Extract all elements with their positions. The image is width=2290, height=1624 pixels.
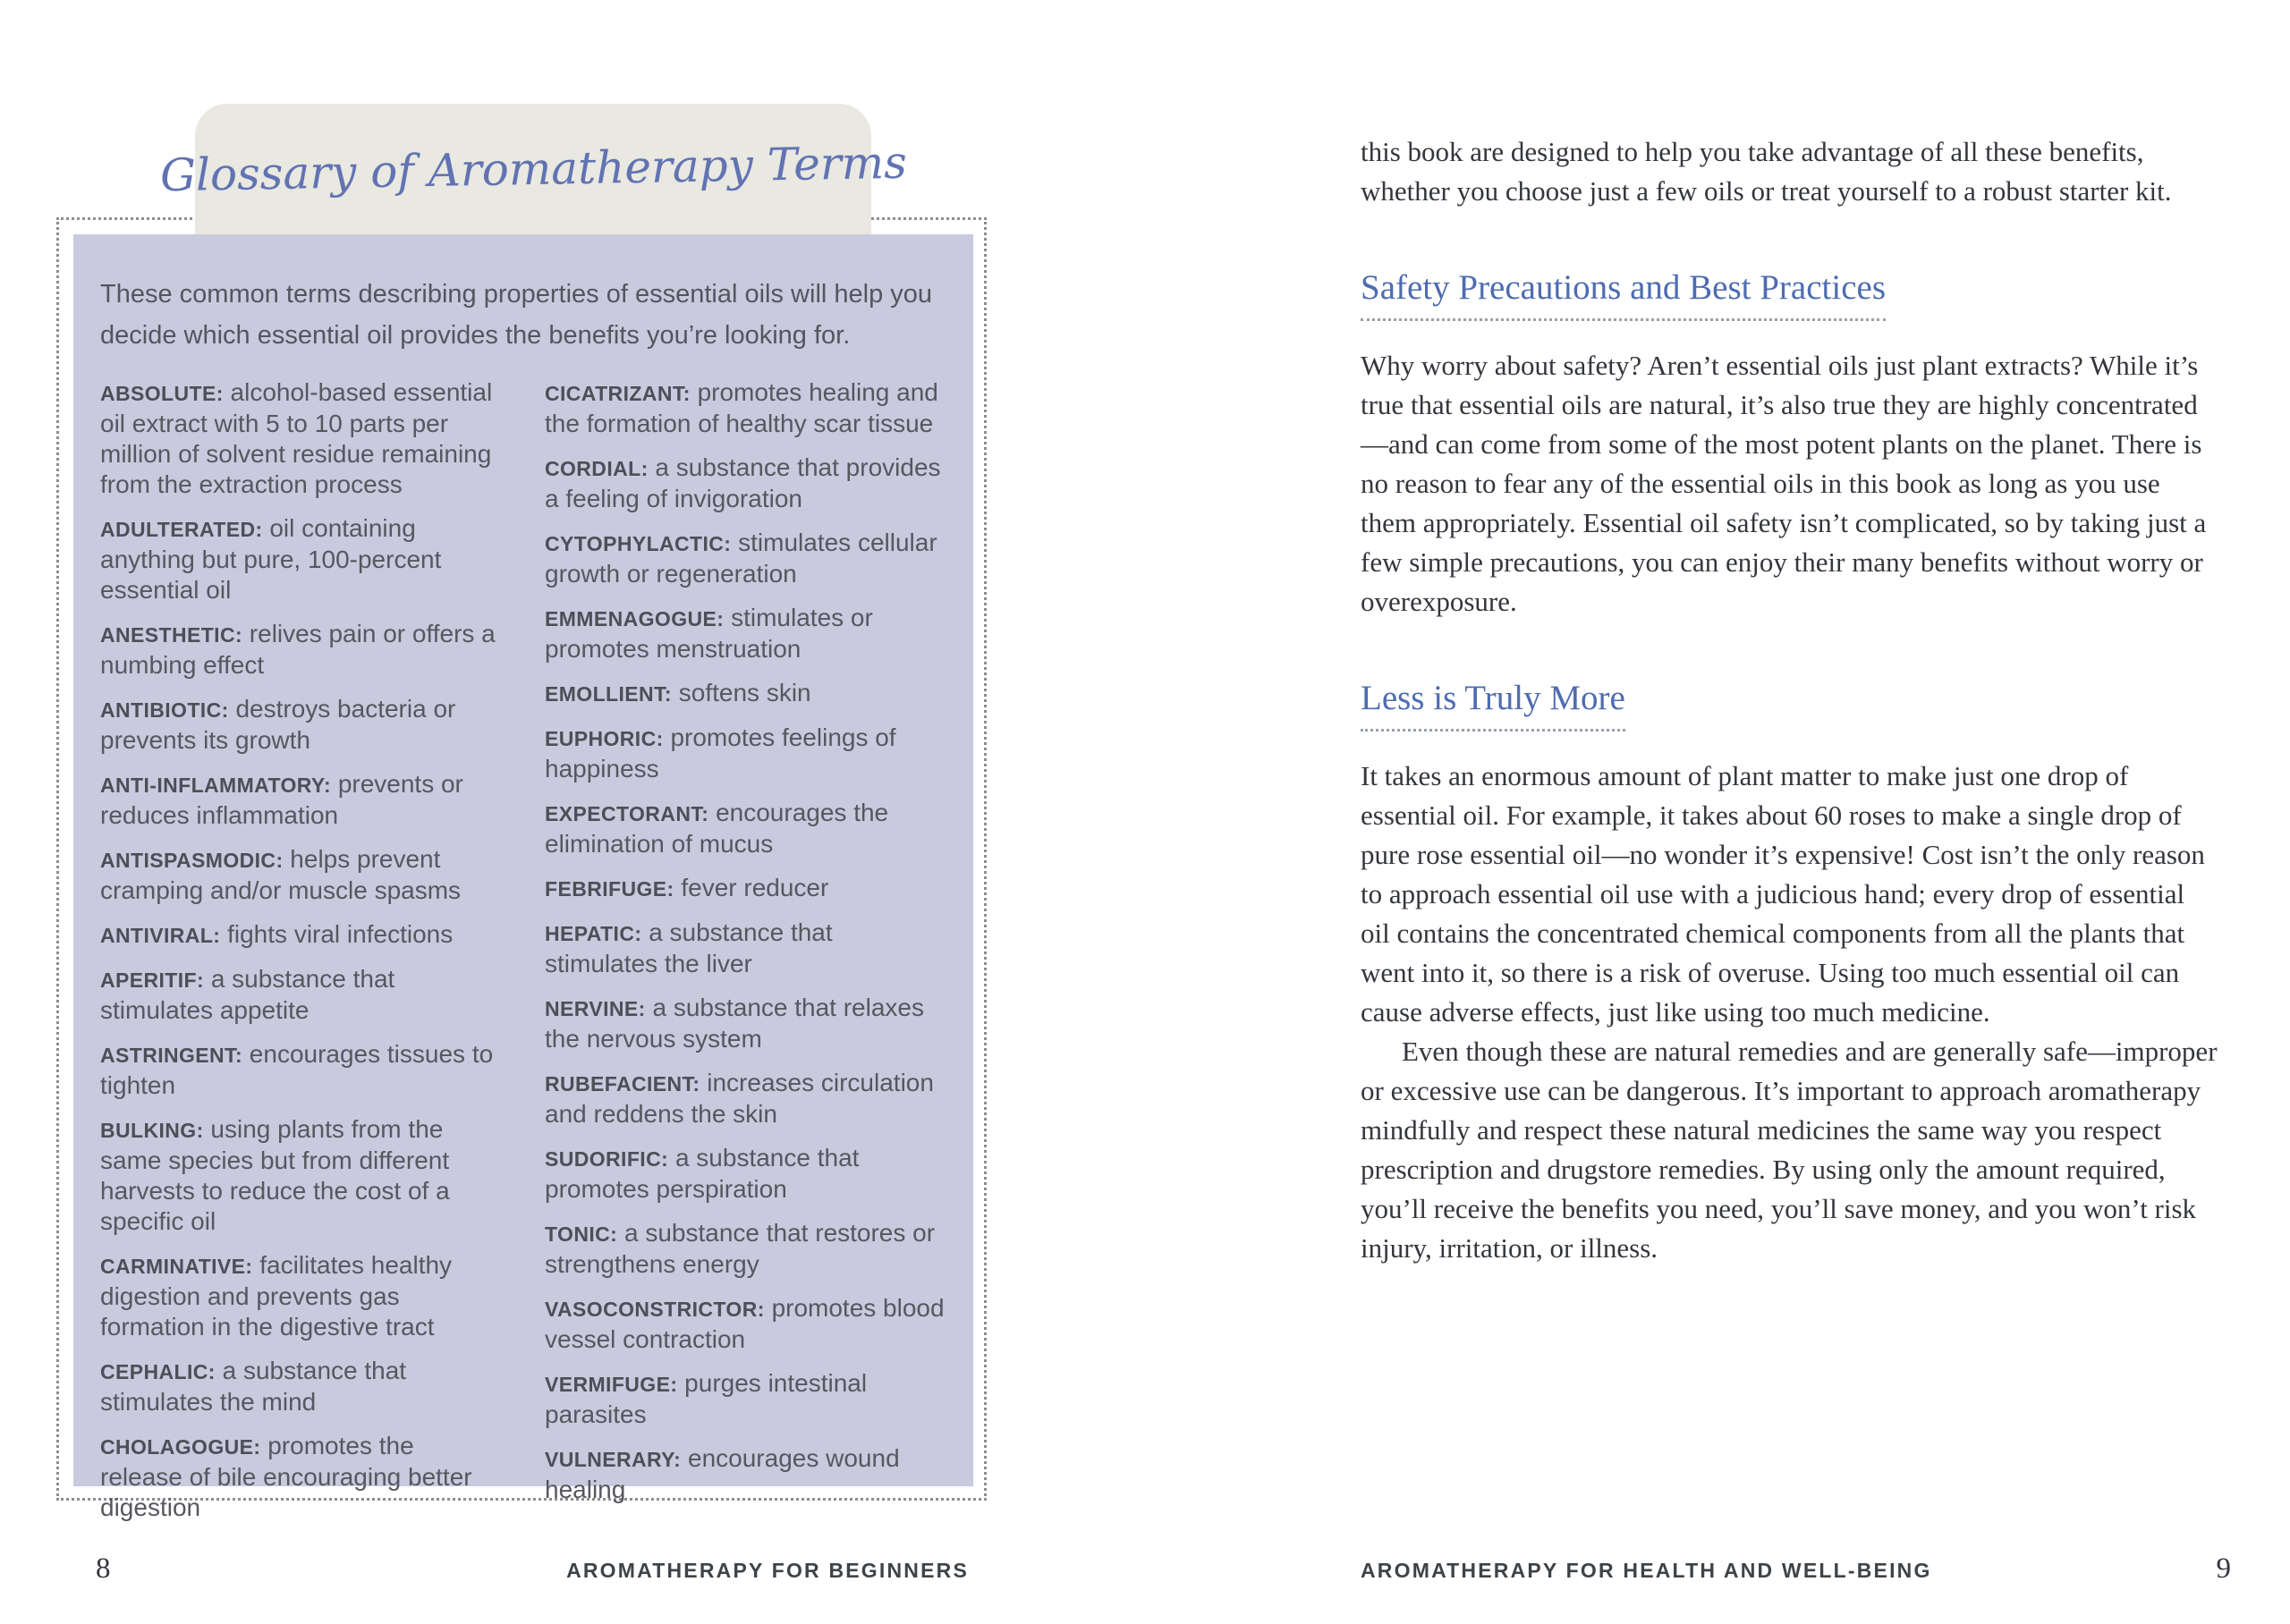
glossary-term-entry: [545, 528, 946, 589]
glossary-term-entry: [545, 1293, 946, 1355]
glossary-term-entry: [100, 1250, 502, 1342]
glossary-term-entry: [545, 873, 946, 904]
glossary-panel: [73, 234, 973, 1521]
glossary-term-entry: [100, 1039, 502, 1101]
glossary-term-name: TONIC:: [545, 1222, 618, 1246]
glossary-term-name: ADULTERATED:: [100, 518, 263, 541]
glossary-term-name: EMMENAGOGUE:: [545, 607, 725, 630]
glossary-term-name: ASTRINGENT:: [100, 1044, 243, 1067]
glossary-term-definition: helps prevent cramping and/or muscle spasms: [100, 845, 462, 904]
glossary-term-name: NERVINE:: [545, 997, 646, 1020]
glossary-term-entry: [100, 377, 502, 500]
glossary-term-definition: stimulates cellular growth or regeneration: [545, 529, 937, 588]
glossary-term-entry: [100, 1431, 502, 1523]
glossary-term-definition: stimulates or promotes menstruation: [545, 604, 873, 663]
glossary-title: Glossary of Aromatherapy Terms: [159, 136, 907, 202]
glossary-term-name: CARMINATIVE:: [100, 1255, 253, 1278]
glossary-term-name: CEPHALIC:: [100, 1360, 216, 1383]
glossary-term-definition: increases circulation and reddens the skin: [545, 1069, 934, 1128]
section-heading-safety: Safety Precautions and Best Practices: [1361, 268, 1886, 321]
glossary-term-definition: a substance that stimulates the mind: [100, 1357, 407, 1416]
right-running-head: AROMATHERAPY FOR HEALTH AND WELL-BEING: [1361, 1559, 1932, 1582]
glossary-term-name: CICATRIZANT:: [545, 382, 691, 405]
right-page-number: 9: [2216, 1552, 2231, 1585]
glossary-term-definition: using plants from the same species but from different harvests to reduce the cost of a specific oil: [100, 1115, 450, 1235]
glossary-term-name: ANESTHETIC:: [100, 623, 243, 647]
glossary-term-definition: encourages tissues to tighten: [100, 1040, 494, 1099]
glossary-term-name: ANTIBIOTIC:: [100, 698, 229, 722]
glossary-term-name: CYTOPHYLACTIC:: [545, 532, 732, 555]
glossary-term-entry: [545, 377, 946, 439]
glossary-term-entry: [100, 769, 502, 831]
glossary-term-name: EXPECTORANT:: [545, 802, 709, 825]
glossary-term-name: BULKING:: [100, 1119, 204, 1142]
glossary-term-entry: [545, 1368, 946, 1430]
left-page-number: 8: [96, 1552, 111, 1585]
glossary-term-name: ANTIVIRAL:: [100, 924, 221, 947]
glossary-term-entry: [545, 993, 946, 1054]
glossary-term-entry: [100, 619, 502, 681]
glossary-term-entry: [545, 1443, 946, 1505]
glossary-term-definition: a substance that relaxes the nervous system: [545, 994, 924, 1053]
glossary-term-name: APERITIF:: [100, 968, 205, 992]
glossary-term-entry: [100, 844, 502, 906]
glossary-term-definition: promotes healing and the formation of healthy scar tissue: [545, 378, 938, 437]
glossary-term-entry: [545, 1068, 946, 1129]
glossary-term-name: VULNERARY:: [545, 1448, 682, 1471]
glossary-term-name: ANTI-INFLAMMATORY:: [100, 774, 332, 797]
section-safety: [1361, 268, 2218, 321]
right-page-text-block: [1361, 132, 2218, 1268]
glossary-columns: [100, 377, 946, 1536]
glossary-term-name: RUBEFACIENT:: [545, 1072, 700, 1095]
glossary-term-entry: [545, 1218, 946, 1280]
glossary-term-name: VASOCONSTRICTOR:: [545, 1298, 765, 1321]
glossary-term-entry: [100, 1356, 502, 1417]
section-less-is-more: [1361, 679, 2218, 732]
glossary-term-definition: promotes blood vessel contraction: [545, 1294, 945, 1353]
glossary-term-definition: destroys bacteria or prevents its growth: [100, 695, 456, 754]
glossary-column-1: [100, 377, 502, 1536]
glossary-term-entry: [100, 513, 502, 605]
glossary-term-definition: a substance that restores or strengthens energy: [545, 1219, 936, 1278]
less-is-more-paragraph-1: It takes an enormous amount of plant matter to make just one drop of essential oil. For example, it takes about 60 roses to make a single drop of pure rose essential oil—no wonder it’s expensive! Cost isn’t the only reason to approach essential oil use with a judicious hand; every drop of essential oil contains the concentrated chemical components from all the plants that went into it, so there is a risk of overuse. Using too much essential oil can cause adverse effects, just like using too much medicine.: [1361, 760, 2205, 1028]
glossary-term-name: EMOLLIENT:: [545, 682, 672, 706]
glossary-term-definition: prevents or reduces inflammation: [100, 770, 463, 829]
glossary-term-definition: encourages the elimination of mucus: [545, 799, 889, 858]
glossary-term-entry: [100, 1114, 502, 1237]
glossary-term-definition: relives pain or offers a numbing effect: [100, 620, 496, 679]
glossary-term-entry: [100, 694, 502, 756]
glossary-term-entry: [545, 1143, 946, 1205]
glossary-term-definition: promotes feelings of happiness: [545, 723, 896, 782]
glossary-term-entry: [545, 453, 946, 514]
glossary-term-name: SUDORIFIC:: [545, 1147, 669, 1171]
glossary-term-name: ABSOLUTE:: [100, 382, 224, 405]
glossary-term-definition: fever reducer: [681, 874, 829, 901]
glossary-term-entry: [100, 964, 502, 1026]
glossary-term-name: CORDIAL:: [545, 457, 649, 480]
glossary-column-2: [545, 377, 946, 1536]
glossary-term-definition: encourages wound healing: [545, 1444, 900, 1503]
glossary-term-name: CHOLAGOGUE:: [100, 1435, 261, 1459]
glossary-term-name: EUPHORIC:: [545, 727, 664, 750]
glossary-term-entry: [545, 678, 946, 709]
glossary-term-definition: a substance that stimulates the liver: [545, 918, 833, 977]
glossary-term-definition: alcohol-based essential oil extract with 5 to 10 parts per million of solvent residue remaining from the extraction process: [100, 378, 493, 498]
glossary-term-definition: oil containing anything but pure, 100-percent essential oil: [100, 514, 442, 604]
glossary-term-name: FEBRIFUGE:: [545, 877, 674, 901]
glossary-term-definition: a substance that stimulates appetite: [100, 965, 395, 1024]
glossary-term-name: VERMIFUGE:: [545, 1373, 678, 1396]
safety-paragraph: Why worry about safety? Aren’t essential oils just plant extracts? While it’s true that essential oils are natural, it’s also true they are highly concentrated—and can come from some of the most potent plants on the planet. There is no reason to fear any of the essential oils in this book as long as you use them appropriately. Essential oil safety isn’t complicated, so by taking just a few simple precautions, you can enjoy their many benefits without worry or overexposure.: [1361, 350, 2207, 617]
glossary-term-definition: softens skin: [678, 679, 811, 706]
glossary-term-entry: [100, 919, 502, 951]
glossary-term-entry: [545, 798, 946, 859]
glossary-term-definition: promotes the release of bile encouraging better digestion: [100, 1432, 472, 1521]
glossary-term-definition: fights viral infections: [227, 920, 454, 948]
glossary-term-definition: a substance that provides a feeling of invigoration: [545, 453, 941, 512]
glossary-term-definition: facilitates healthy digestion and prevents gas formation in the digestive tract: [100, 1251, 453, 1341]
glossary-term-entry: [545, 918, 946, 979]
glossary-term-definition: a substance that promotes perspiration: [545, 1144, 860, 1203]
intro-continuation-paragraph: this book are designed to help you take advantage of all these benefits, whether you choose just a few oils or treat yourself to a robust starter kit.: [1361, 136, 2172, 207]
less-is-more-paragraph-2: Even though these are natural remedies and are generally safe—improper or excessive use can be dangerous. It’s important to approach aromatherapy mindfully and respect these natural medicines the same way you respect prescription and drugstore remedies. By using only the amount required, you’ll receive the benefits you need, you’ll save money, and you won’t risk injury, irritation, or illness.: [1361, 1036, 2218, 1264]
glossary-term-name: ANTISPASMODIC:: [100, 849, 284, 872]
glossary-term-entry: [545, 603, 946, 664]
glossary-term-entry: [545, 723, 946, 784]
glossary-title-tab: [159, 104, 907, 234]
glossary-intro: These common terms describing properties of essential oils will help you decide which essential oil provides the benefits you’re looking for.: [100, 280, 933, 350]
glossary-term-name: HEPATIC:: [545, 922, 642, 945]
glossary-term-definition: purges intestinal parasites: [545, 1369, 868, 1428]
section-heading-less-is-more: Less is Truly More: [1361, 679, 1625, 732]
left-running-head: AROMATHERAPY FOR BEGINNERS: [566, 1559, 969, 1582]
